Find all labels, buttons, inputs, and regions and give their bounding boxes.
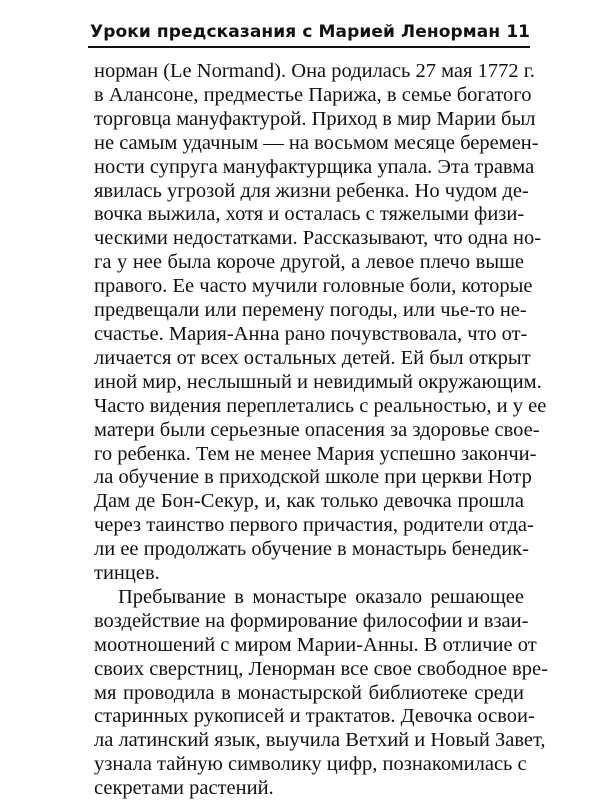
text-line: ности супруга мануфактурщика упала. Эта травма: [94, 155, 535, 178]
text-line: тинцев.: [94, 562, 160, 585]
text-line: секретами растений.: [94, 777, 274, 800]
text-line: ла латинский язык, выучила Ветхий и Новый Завет,: [94, 729, 546, 752]
page-number: 11: [506, 22, 530, 42]
text-line: явилась угрозой для жизни ребенка. Но чудом де-: [94, 179, 529, 202]
text-line: вочка выжила, хотя и осталась с тяжелыми физи-: [94, 203, 525, 226]
text-line: торговца мануфактурой. Приход в мир Марии был: [94, 107, 536, 130]
text-line: го ребенка. Тем не менее Мария успешно закончи-: [94, 442, 537, 465]
text-line: моотношений с миром Марии-Анны. В отличие от: [94, 633, 537, 656]
text-line: узнала тайную символику цифр, познакомилась с: [94, 753, 527, 776]
text-line: ла обучение в приходской школе при церкви Нотр: [94, 466, 532, 489]
header-divider: [88, 46, 530, 48]
text-line: Дам де Бон-Секур, и, как только девочка прошла: [94, 490, 524, 513]
running-header-title: Уроки предсказания с Марией Ленорман: [90, 22, 501, 42]
text-line: своих сверстниц, Ленорман все свое свободное вре-: [94, 657, 548, 680]
running-header: [90, 21, 530, 45]
text-line: в Алансоне, предместье Парижа, в семье богатого: [94, 83, 532, 106]
text-line: правого. Ее часто мучили головные боли, которые: [94, 275, 533, 298]
text-line: га у нее была короче другой, а левое плечо выше: [94, 251, 524, 274]
text-line: воздействие на формирование философии и взаи-: [94, 609, 529, 632]
text-line: ческими недостатками. Рассказывают, что одна но-: [94, 227, 542, 250]
text-line: мя проводила в монастырской библиотеке среди: [94, 681, 524, 704]
paragraph: [94, 60, 547, 586]
text-line: старинных рукописей и трактатов. Девочка освои-: [94, 705, 535, 728]
text-line: Пребывание в монастыре оказало решающее: [118, 585, 524, 608]
text-line: личается от всех остальных детей. Ей был открыт: [94, 346, 531, 369]
text-line: матери были серьезные опасения за здоровье свое-: [94, 418, 540, 441]
text-line: не самым удачным — на восьмом месяце беремен-: [94, 131, 539, 154]
page-body-text: [94, 60, 548, 801]
text-line: иной мир, неслышный и невидимый окружающим.: [94, 370, 542, 393]
text-line: норман (Le Normand). Она родилась 27 мая 1772 г.: [94, 60, 535, 82]
text-line: счастье. Мария-Анна рано почувствовала, что от-: [94, 322, 528, 345]
text-line: через таинство первого причастия, родители отда-: [94, 514, 534, 537]
text-line: предвещали или перемену погоды, или чье-то не-: [94, 299, 527, 322]
paragraph: [94, 585, 548, 801]
text-line: ли ее продолжать обучение в монастырь бенедик-: [94, 538, 529, 561]
text-line: Часто видения переплетались с реальностью, и у ее: [94, 394, 547, 417]
